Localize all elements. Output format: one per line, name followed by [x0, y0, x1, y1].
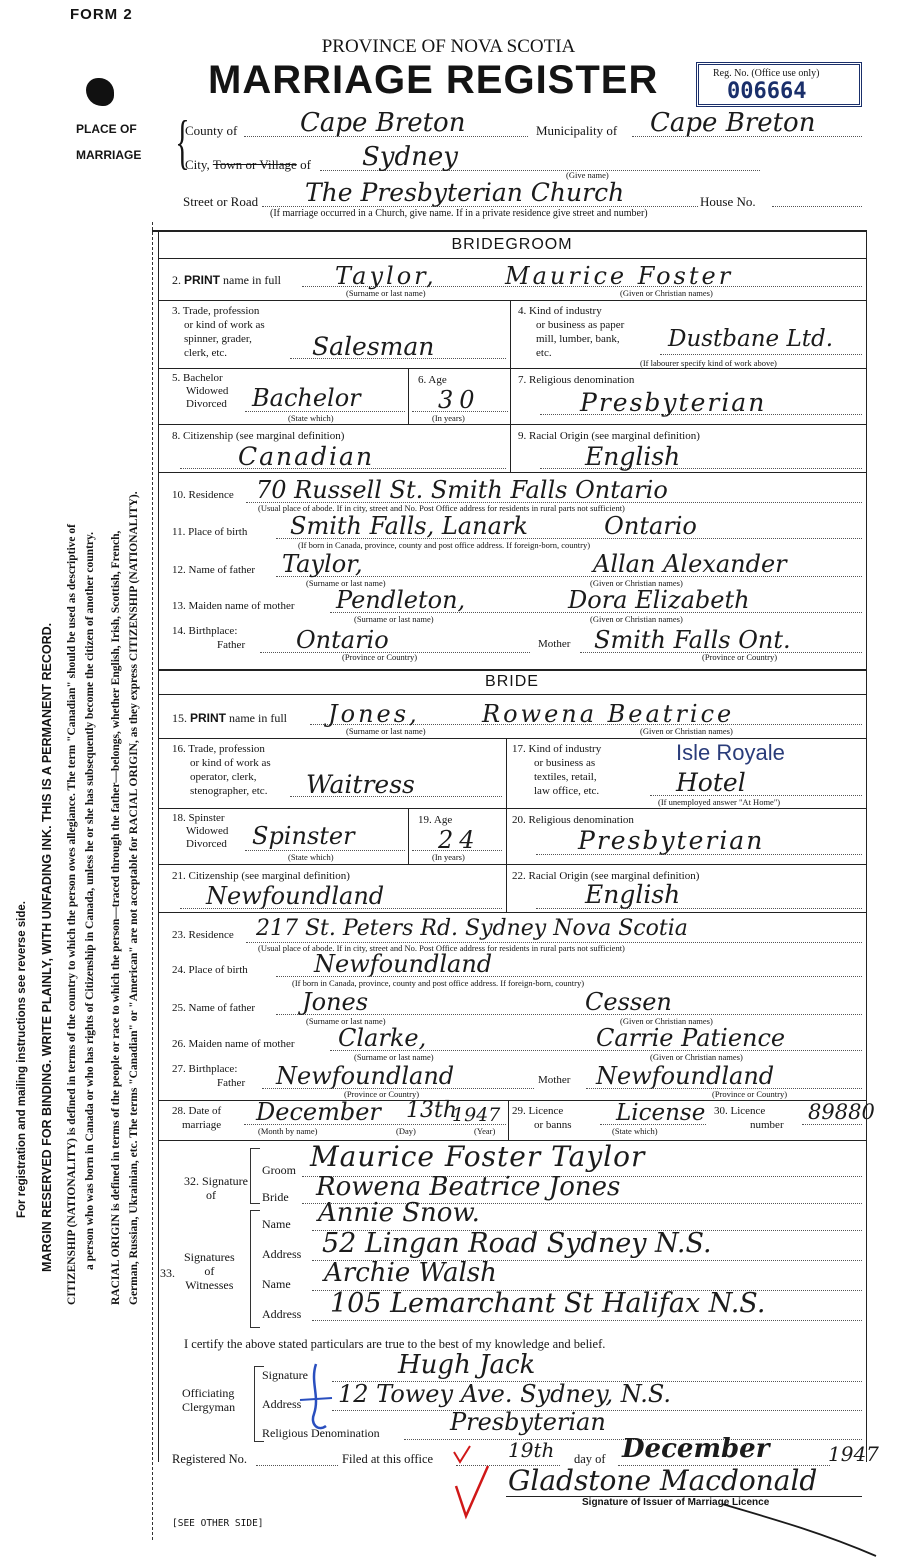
city-label: City, Town or Village of [185, 157, 311, 172]
give-name-caption: (Give name) [566, 170, 609, 180]
f10-label: 10. Residence [172, 489, 234, 501]
f3-label: 3. Trade, profession or kind of work as spinner, grader, clerk, etc. [172, 305, 265, 359]
w2-address-label: Address [262, 1307, 302, 1321]
f33-label: 33. [160, 1266, 175, 1280]
municipality-label: Municipality of [536, 123, 618, 138]
bride-residence: 217 St. Peters Rd. Sydney Nova Scotia [256, 916, 688, 941]
groom-given-caption: (Given or Christian names) [620, 288, 713, 298]
witnesses-label: Signatures of Witnesses [184, 1250, 235, 1292]
bride-citizenship: Newfoundland [206, 882, 385, 910]
groom-age: 30 [438, 386, 481, 414]
f25-given-caption: (Given or Christian names) [620, 1016, 713, 1026]
city-value: Sydney [362, 142, 458, 172]
f13-surname-caption: (Surname or last name) [354, 614, 434, 624]
groom-racial: English [585, 442, 681, 471]
w2-name-label: Name [262, 1277, 291, 1291]
f23-label: 23. Residence [172, 929, 234, 941]
blue-ink-mark [296, 1360, 336, 1440]
f29-label: 29. Licence or banns [512, 1105, 572, 1131]
house-label: House No. [700, 194, 756, 209]
groom-father-surname: Taylor, [282, 550, 363, 578]
f12-surname-caption: (Surname or last name) [306, 578, 386, 588]
f14-father-caption: (Province or Country) [342, 652, 418, 662]
bride-given-caption: (Given or Christian names) [640, 726, 733, 736]
county-label: County of [185, 123, 238, 138]
bride-father-given: Cessen [585, 988, 672, 1016]
bride-mother-surname: Clarke, [338, 1024, 427, 1052]
f27-mother-caption: (Province or Country) [712, 1089, 788, 1099]
f26-label: 26. Maiden name of mother [172, 1038, 295, 1050]
clergy-addr-label: Address [262, 1397, 302, 1411]
groom-father-birthplace: Ontario [296, 626, 389, 654]
bride-trade: Waitress [306, 770, 415, 799]
bride-birth-note: (If born in Canada, province, county and post office address. If foreign-born, country) [292, 978, 585, 988]
bride-religion: Presbyterian [578, 826, 765, 855]
issuer-caption: Signature of Issuer of Marriage Licence [582, 1497, 770, 1508]
signature-flourish [720, 1498, 880, 1558]
f6-label: 6. Age [418, 374, 447, 386]
margin-note-1: For registration and mailing instructions see reverse side. [16, 901, 28, 1218]
groom-residence-note: (Usual place of abode. If in city, street and No. Post Office address for residents in rural parts not sufficient) [258, 503, 625, 513]
groom-birth-note: (If born in Canada, province, county and post office address. If foreign-born, country) [298, 540, 591, 550]
groom-surname-caption: (Surname or last name) [346, 288, 426, 298]
f12-label: 12. Name of father [172, 564, 256, 576]
f18-label: 18. Spinster Widowed Divorced [172, 812, 229, 850]
licence-type: License [616, 1100, 706, 1126]
f7-label: 7. Religious denomination [518, 374, 635, 386]
f28-label: 28. Date of marriage [172, 1105, 222, 1131]
groom-mother-birthplace: Smith Falls Ont. [594, 626, 791, 654]
form-number: FORM 2 [70, 6, 133, 23]
filed-label: Filed at this office [342, 1452, 434, 1466]
f14-mother-label: Mother [538, 638, 571, 650]
groom-status: Bachelor [252, 384, 361, 412]
f20-label: 20. Religious denomination [512, 814, 634, 826]
registered-no-label: Registered No. [172, 1452, 247, 1466]
place-of-label: PLACE OF [76, 122, 137, 136]
sig-brace [250, 1148, 260, 1204]
f32-label: 32. Signature of [184, 1174, 248, 1202]
county-value: Cape Breton [300, 108, 466, 138]
bride-section-heading: BRIDE [485, 673, 539, 690]
year-caption: (Year) [474, 1126, 496, 1136]
groom-given: Maurice Foster [505, 262, 734, 290]
bride-status: Spinster [252, 822, 355, 850]
bride-age: 24 [438, 826, 481, 854]
f14-mother-caption: (Province or Country) [702, 652, 778, 662]
province-heading: PROVINCE OF NOVA SCOTIA [321, 36, 576, 57]
margin-note-2: MARGIN RESERVED FOR BINDING. WRITE PLAINLY, WITH UNFADING INK. THIS IS A PERMANENT RECORD. [40, 622, 54, 1272]
margin-note-6: German, Russian, Ukrainian, etc. The terms "Canadian" or "American" are not acceptable for RACIAL ORIGIN, as they express CITIZENSHIP (NATIONALITY). [128, 491, 140, 1305]
f24-label: 24. Place of birth [172, 964, 248, 976]
bride-racial: English [585, 880, 681, 909]
bride-father-surname: Jones [302, 988, 369, 1016]
w1-name-label: Name [262, 1217, 291, 1231]
month-caption: (Month by name) [258, 1126, 318, 1136]
street-label: Street or Road [183, 194, 259, 209]
bride-birth: Newfoundland [314, 950, 493, 978]
bride-surname-caption: (Surname or last name) [346, 726, 426, 736]
groom-surname: Taylor, [335, 262, 437, 290]
clergy-label: Officiating Clergyman [182, 1386, 236, 1414]
bride-industry-2: Hotel [676, 768, 746, 797]
f13-label: 13. Maiden name of mother [172, 600, 295, 612]
f11-label: 11. Place of birth [172, 526, 248, 538]
f4-label: 4. Kind of industry or business as paper mill, lumber, bank, etc. [518, 305, 625, 359]
f9-label: 9. Racial Origin (see marginal definition) [518, 430, 700, 442]
witness-2-name: Archie Walsh [324, 1258, 497, 1288]
day-of-label: day of [574, 1452, 606, 1466]
f25-surname-caption: (Surname or last name) [306, 1016, 386, 1026]
groom-industry: Dustbane Ltd. [668, 326, 834, 352]
f27-label: 27. Birthplace: Father [172, 1063, 246, 1089]
bride-industry-1: Isle Royale [676, 740, 785, 765]
groom-section-heading: BRIDEGROOM [451, 236, 573, 253]
witness-1-name: Annie Snow. [318, 1198, 480, 1228]
bride-status-caption: (State which) [288, 852, 334, 862]
bride-sig-label: Bride [262, 1190, 289, 1204]
page-title: MARRIAGE REGISTER [208, 58, 659, 102]
margin-note-3: CITIZENSHIP (NATIONALITY) is defined in terms of the country to which the person owes allegiance. The term "Canadian" should be used as descriptive of [66, 524, 78, 1305]
clergy-address: 12 Towey Ave. Sydney, N.S. [338, 1380, 672, 1408]
f19-label: 19. Age [418, 814, 453, 826]
f16-label: 16. Trade, profession or kind of work as operator, clerk, stenographer, etc. [172, 743, 271, 797]
groom-residence: 70 Russell St. Smith Falls Ontario [256, 476, 668, 504]
bride-industry-note: (If unemployed answer "At Home") [658, 797, 781, 807]
f17-label: 17. Kind of industry or business as textiles, retail, law office, etc. [512, 743, 602, 797]
f21-label: 21. Citizenship (see marginal definition) [172, 870, 350, 882]
clergy-sig-label: Signature [262, 1368, 308, 1382]
place-note: (If marriage occurred in a Church, give name. If in a private residence give street and number) [270, 208, 648, 219]
reg-no-box [696, 62, 862, 107]
bride-mother-birthplace: Newfoundland [596, 1062, 775, 1090]
red-check-small [452, 1444, 472, 1464]
bride-mother-given: Carrie Patience [596, 1024, 786, 1052]
f13-given-caption: (Given or Christian names) [590, 614, 683, 624]
filed-year: 1947 [828, 1442, 879, 1466]
clergy-signature: Hugh Jack [398, 1350, 536, 1380]
bride-given: Rowena Beatrice [482, 700, 735, 728]
street-value: The Presbyterian Church [305, 178, 625, 207]
groom-age-caption: (In years) [432, 413, 465, 423]
bride-signature: Rowena Beatrice Jones [316, 1172, 621, 1202]
f27-mother-label: Mother [538, 1074, 571, 1086]
marriage-label: MARRIAGE [76, 148, 142, 162]
licence-type-caption: (State which) [612, 1126, 658, 1136]
marriage-year: 1947 [452, 1104, 501, 1126]
reg-no-value: 006664 [727, 79, 807, 104]
f27-father-caption: (Province or Country) [344, 1089, 420, 1099]
see-other-side: [SEE OTHER SIDE] [172, 1518, 264, 1529]
groom-religion: Presbyterian [580, 388, 767, 417]
f2-label: 2. PRINT name in full [172, 273, 281, 287]
groom-father-given: Allan Alexander [593, 550, 787, 578]
municipality-value: Cape Breton [650, 108, 816, 138]
day-caption: (Day) [396, 1126, 416, 1136]
marriage-day: 13th [406, 1098, 458, 1123]
f15-label: 15. PRINT name in full [172, 711, 287, 725]
margin-note-4: a person who was born in Canada or who has rights of Citizenship in Canada, unless he or she has subsequently become the citizen of another country. [84, 531, 96, 1270]
bride-surname: Jones, [328, 700, 420, 728]
bride-father-birthplace: Newfoundland [276, 1062, 455, 1090]
groom-status-caption: (State which) [288, 413, 334, 423]
witness-2-address: 105 Lemarchant St Halifax N.S. [330, 1288, 766, 1319]
groom-signature: Maurice Foster Taylor [310, 1140, 646, 1173]
witness-1-address: 52 Lingan Road Sydney N.S. [322, 1228, 712, 1259]
certify-statement: I certify the above stated particulars are true to the best of my knowledge and belief. [184, 1337, 606, 1351]
groom-birth: Smith Falls, Lanark Ontario [290, 512, 697, 540]
w1-address-label: Address [262, 1247, 302, 1261]
place-brace: { [175, 109, 190, 175]
groom-mother-given: Dora Elizabeth [568, 586, 750, 614]
f12-given-caption: (Given or Christian names) [590, 578, 683, 588]
f8-label: 8. Citizenship (see marginal definition) [172, 430, 345, 442]
filed-month: December [622, 1434, 770, 1464]
red-check-large [452, 1464, 492, 1520]
f14-label: 14. Birthplace: Father [172, 625, 246, 651]
groom-sig-label: Groom [262, 1163, 296, 1177]
f26-given-caption: (Given or Christian names) [650, 1052, 743, 1062]
f26-surname-caption: (Surname or last name) [354, 1052, 434, 1062]
groom-mother-surname: Pendleton, [336, 586, 466, 614]
bride-age-caption: (In years) [432, 852, 465, 862]
clergy-denomination: Presbyterian [450, 1408, 606, 1436]
marriage-month: December [256, 1098, 381, 1126]
reg-no-label: Reg. No. (Office use only) [713, 68, 820, 79]
bride-residence-note: (Usual place of abode. If in city, street and No. Post Office address for residents in rural parts not sufficient) [258, 943, 625, 953]
f22-label: 22. Racial Origin (see marginal definition) [512, 870, 700, 882]
licence-number: 89880 [808, 1100, 875, 1124]
f30-label: 30. Licence number [714, 1105, 784, 1131]
filed-day: 19th [508, 1438, 555, 1462]
clergy-denom-label: Religious Denomination [262, 1426, 380, 1440]
margin-note-5: RACIAL ORIGIN is defined in terms of the people or race to which the person—traced through the father—belongs, whether English, Irish, Scottish, French, [110, 530, 122, 1305]
groom-citizenship: Canadian [238, 442, 375, 471]
groom-trade: Salesman [312, 332, 435, 361]
ink-blot [86, 78, 114, 106]
groom-industry-note: (If labourer specify kind of work above) [640, 358, 777, 368]
witness-brace [250, 1210, 260, 1328]
f25-label: 25. Name of father [172, 1002, 256, 1014]
issuer-signature: Gladstone Macdonald [508, 1464, 818, 1497]
f5-label: 5. Bachelor Widowed Divorced [172, 372, 229, 410]
